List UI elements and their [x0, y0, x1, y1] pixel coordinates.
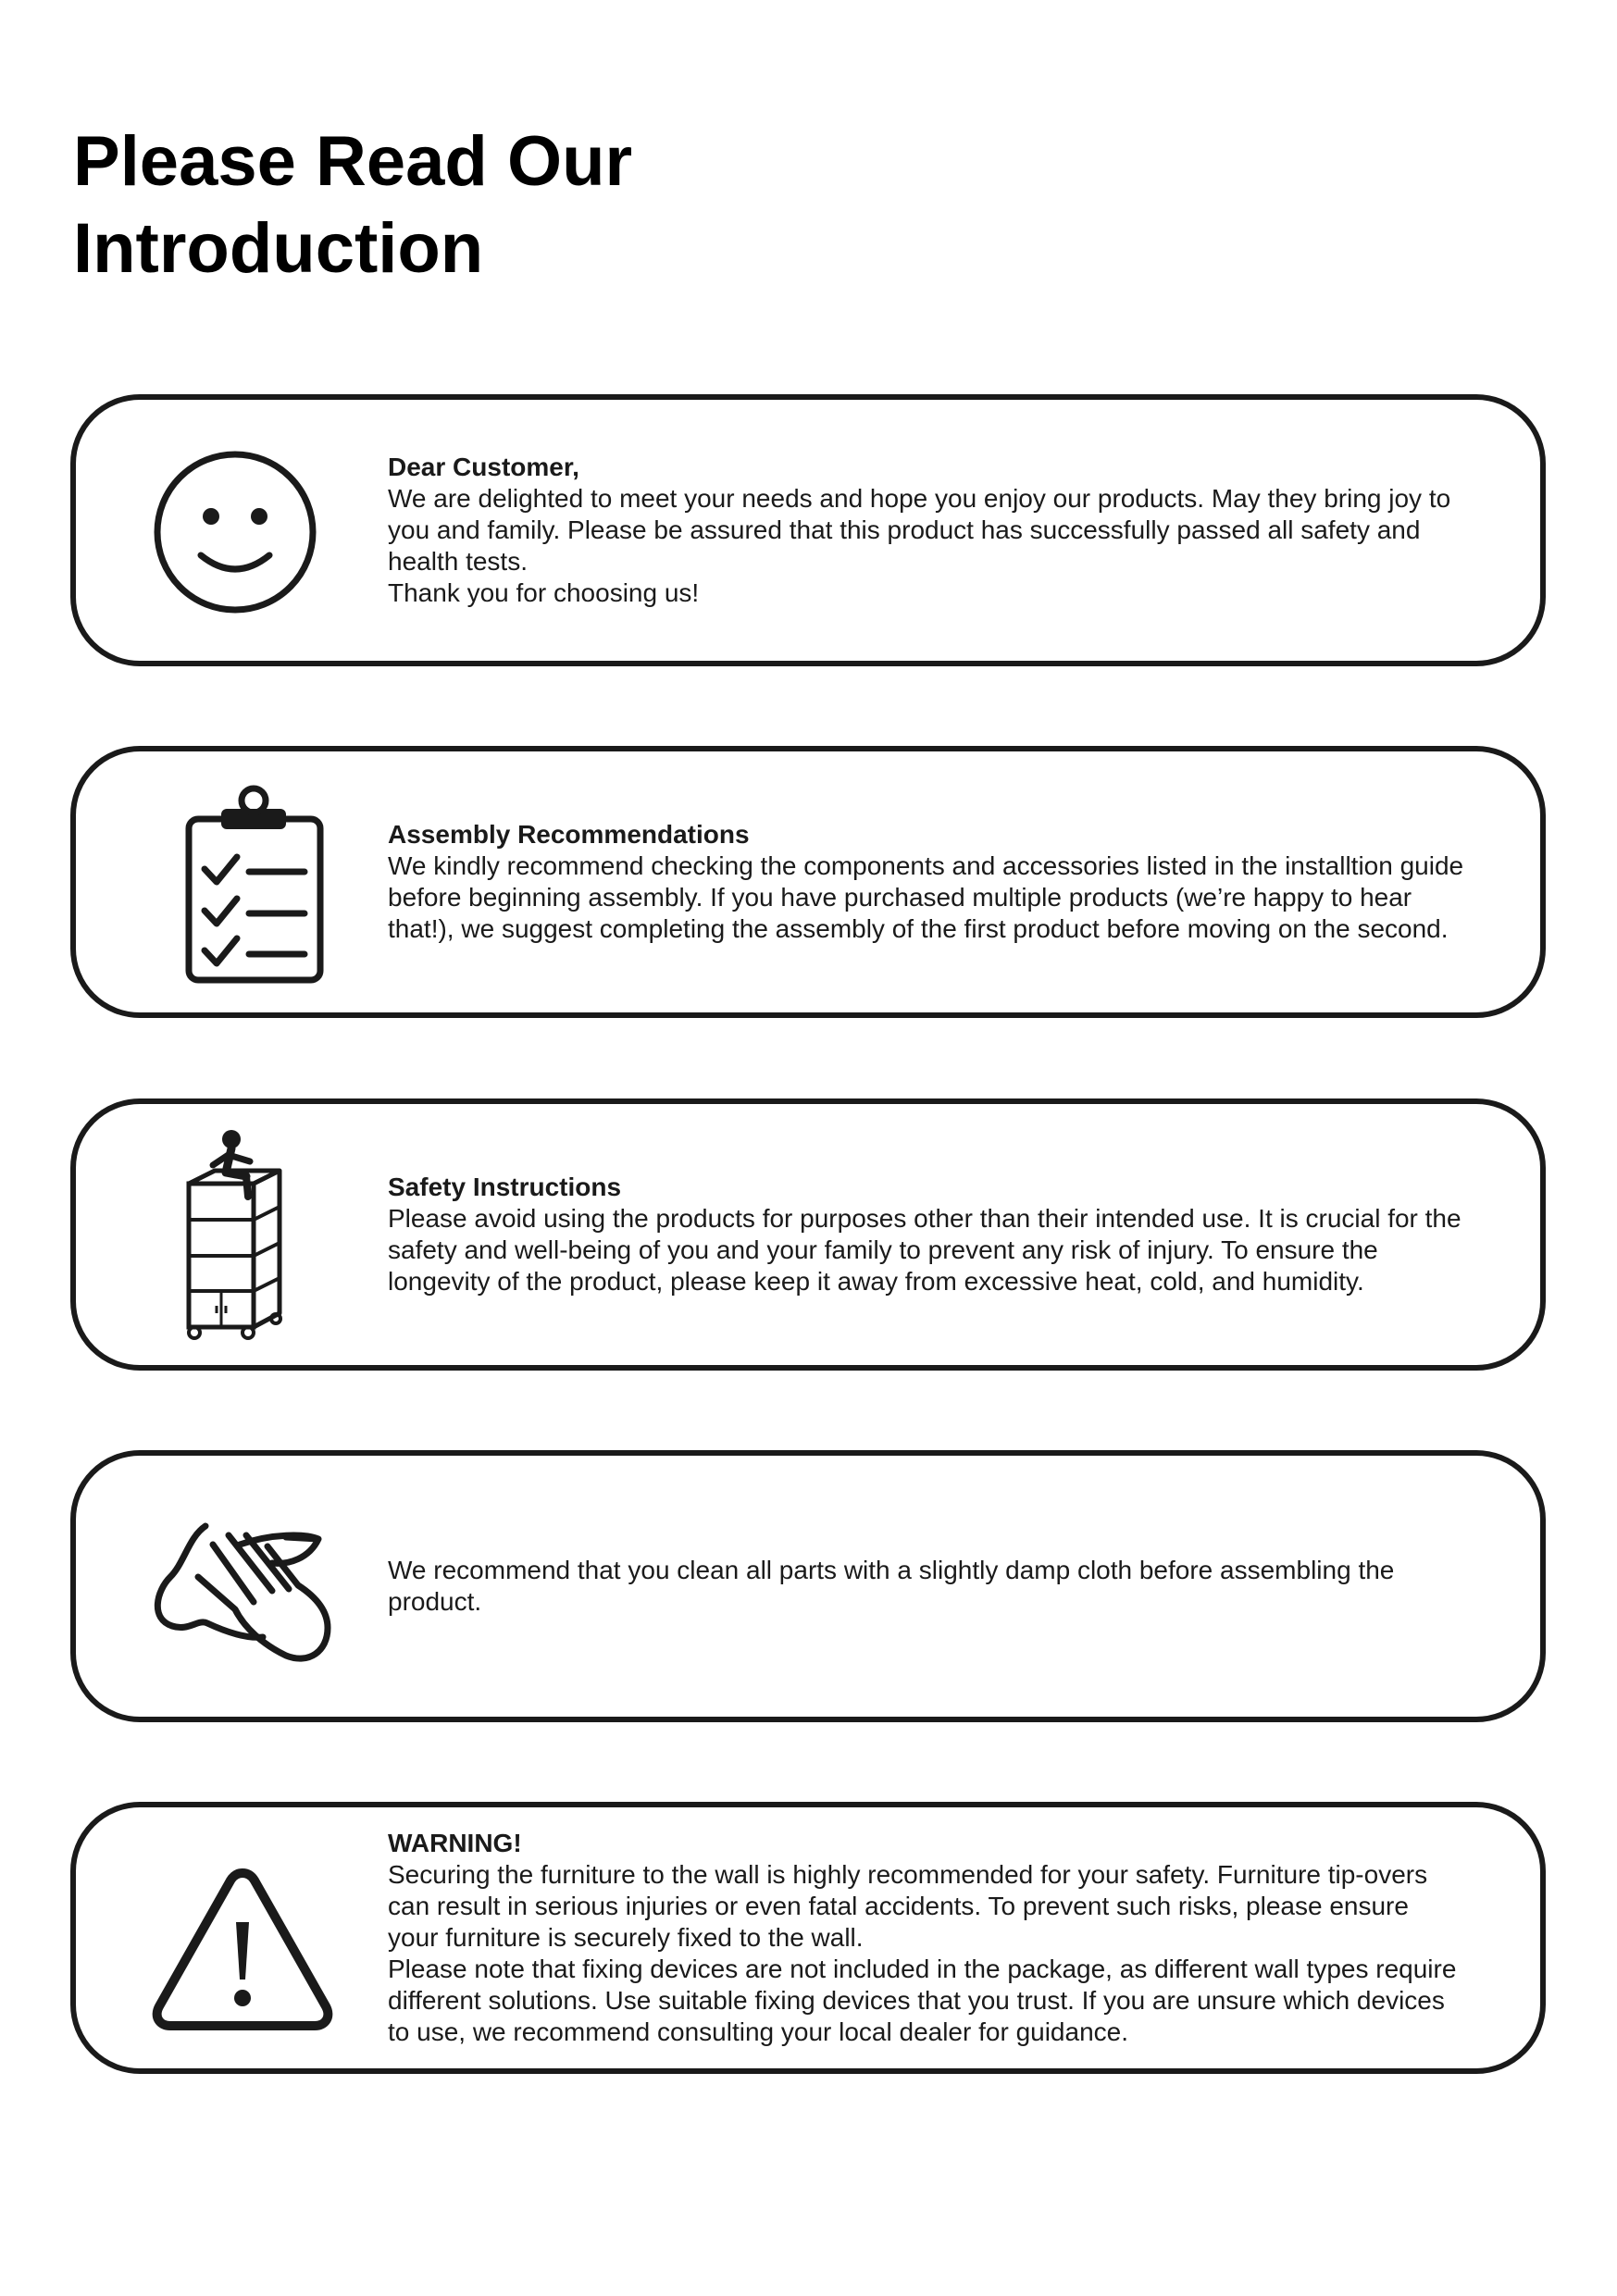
child-climbing-shelf-icon — [133, 1128, 346, 1341]
card-cleaning-text — [388, 1456, 1466, 1717]
warning-triangle-icon — [133, 1831, 346, 2044]
card-paragraph: Thank you for choosing us! — [388, 578, 700, 607]
card-heading: Assembly Recommendations — [388, 820, 750, 849]
card-assembly-recommendations — [70, 746, 1546, 1018]
page-title-line-1: Please Read Our — [73, 122, 633, 201]
page-title — [73, 118, 906, 292]
card-heading: Safety Instructions — [388, 1173, 622, 1201]
hand-wiping-cloth-icon — [133, 1480, 346, 1693]
card-safety-instructions — [70, 1098, 1546, 1371]
card-assembly-text — [388, 751, 1466, 1012]
card-paragraph: We recommend that you clean all parts with a slightly damp cloth before assembling the product. — [388, 1556, 1395, 1616]
card-paragraph: We kindly recommend checking the components and accessories listed in the installtion guide before beginning assembly. If you have purchased multiple products (we’re happy to hear that!), we suggest completing the assembly of the first product before moving on the second. — [388, 851, 1464, 943]
card-warning — [70, 1802, 1546, 2074]
clipboard-checklist-icon — [133, 776, 346, 988]
card-paragraph: Securing the furniture to the wall is highly recommended for your safety. Furniture tip-overs can result in serious injuries or even fatal accidents. To prevent such risks, please ensure your furniture is securely fixed to the wall. — [388, 1860, 1428, 1952]
card-dear-customer — [70, 394, 1546, 666]
card-paragraph: Please avoid using the products for purposes other than their intended use. It is crucial for the safety and well-being of you and your family to prevent any risk of injury. To ensure the longevity of the product, please keep it away from excessive heat, cold, and humidity. — [388, 1204, 1462, 1296]
page-title-line-2: Introduction — [73, 209, 484, 288]
card-paragraph: Please note that fixing devices are not included in the package, as different wall types require different solutions. Use suitable fixing devices that you trust. If you are unsure which devices to use, we recommend consulting your local dealer for guidance. — [388, 1955, 1457, 2046]
card-safety-text — [388, 1104, 1466, 1365]
card-warning-text — [388, 1807, 1466, 2068]
card-dear-customer-text — [388, 400, 1466, 661]
card-heading: Dear Customer, — [388, 453, 579, 481]
smiley-face-icon — [133, 424, 346, 637]
card-paragraph: We are delighted to meet your needs and hope you enjoy our products. May they bring joy to you and family. Please be assured that this product has successfully passed all safety and health tests. — [388, 484, 1451, 576]
card-cleaning — [70, 1450, 1546, 1722]
card-heading: WARNING! — [388, 1829, 522, 1857]
